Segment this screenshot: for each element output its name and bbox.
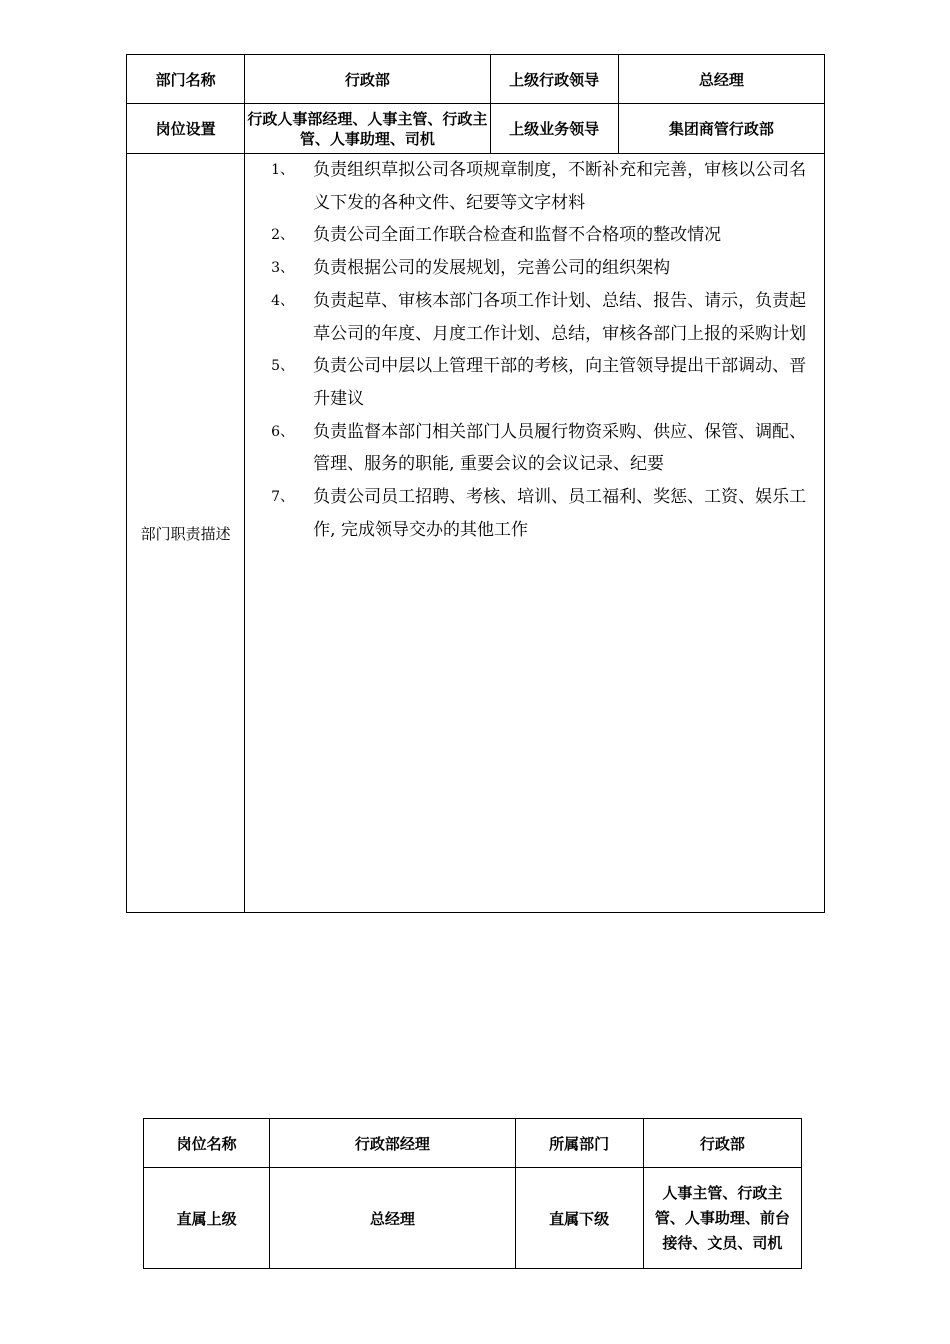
- duty-number: 3、: [271, 260, 295, 277]
- duty-number: 1、: [271, 162, 295, 178]
- post-name-value: 行政部经理: [270, 1119, 515, 1168]
- duty-text: 负责起草、审核本部门各项工作计划、总结、报告、请示，负责起草公司的年度、月度工作计划、总结，审核各部门上报的采购计划: [313, 290, 807, 344]
- admin-superior-label: 上级行政领导: [490, 55, 618, 104]
- duty-text: 负责公司中层以上管理干部的考核，向主管领导提出干部调动、晋升建议: [313, 356, 807, 409]
- department-info-table: [126, 54, 825, 913]
- post-name-label: 岗位名称: [144, 1119, 270, 1168]
- dept-name-label: 部门名称: [127, 55, 245, 104]
- duty-number: 6、: [271, 423, 295, 440]
- duty-item: [245, 219, 824, 252]
- direct-superior-value: 总经理: [270, 1168, 515, 1269]
- duty-text: 负责公司员工招聘、考核、培训、员工福利、奖惩、工资、娱乐工作, 完成领导交办的其他工作: [313, 487, 807, 540]
- duty-number: 7、: [271, 489, 295, 506]
- direct-subordinate-value: 人事主管、行政主管、人事助理、前台接待、文员、司机: [654, 1183, 790, 1252]
- duty-item: [245, 154, 824, 219]
- duty-text: 负责根据公司的发展规划，完善公司的组织架构: [313, 258, 671, 279]
- duty-number: 4、: [271, 292, 295, 309]
- duties-label: 部门职责描述: [127, 154, 245, 913]
- duty-text: 负责监督本部门相关部门人员履行物资采购、供应、保管、调配、管理、服务的职能, 重要会议的会议记录、纪要: [313, 421, 807, 475]
- direct-subordinate-label: 直属下级: [515, 1168, 643, 1269]
- post-dept-label: 所属部门: [515, 1119, 643, 1168]
- dept-name-value: 行政部: [245, 55, 490, 104]
- positions-label: 岗位设置: [127, 104, 245, 154]
- duty-item: [245, 416, 824, 481]
- direct-subordinate-cell: [643, 1168, 801, 1269]
- duty-text: 负责组织草拟公司各项规章制度，不断补充和完善，审核以公司名义下发的各种文件、纪要等文字材料: [313, 160, 807, 213]
- duty-number: 2、: [271, 227, 295, 244]
- duties-list: [245, 154, 824, 546]
- duty-item: [245, 481, 824, 546]
- duty-item: [245, 350, 824, 415]
- duties-cell: [245, 154, 825, 913]
- duty-number: 5、: [271, 358, 295, 375]
- admin-superior-value: 总经理: [618, 55, 824, 104]
- duty-item: [245, 252, 824, 285]
- duty-text: 负责公司全面工作联合检查和监督不合格项的整改情况: [313, 225, 722, 246]
- positions-value: 行政人事部经理、人事主管、行政主管、人事助理、司机: [247, 109, 488, 148]
- duty-item: [245, 285, 824, 350]
- business-superior-value: 集团商管行政部: [618, 104, 824, 154]
- direct-superior-label: 直属上级: [144, 1168, 270, 1269]
- post-info-table: [143, 1118, 802, 1269]
- positions-cell: [245, 104, 490, 154]
- post-dept-value: 行政部: [643, 1119, 801, 1168]
- business-superior-label: 上级业务领导: [490, 104, 618, 154]
